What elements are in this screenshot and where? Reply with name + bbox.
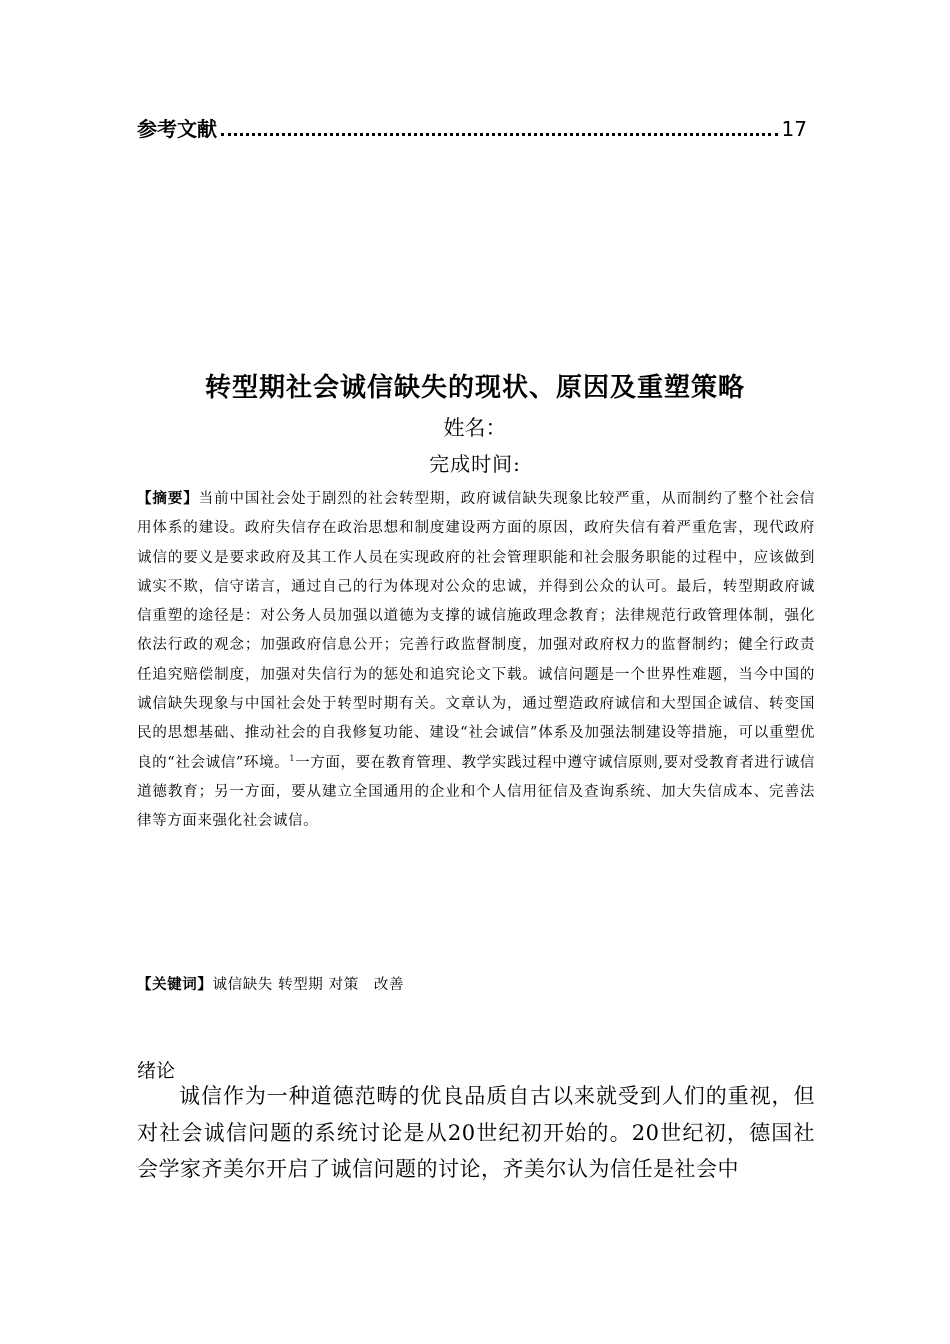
footnote-marker[interactable]: 1 [289,753,296,763]
introduction-paragraph: 诚信作为一种道德范畴的优良品质自古以来就受到人们的重视，但对社会诚信问题的系统讨论是从20世纪初开始的。20世纪初，德国社会学家齐美尔开启了诚信问题的讨论，齐美尔认为信任是社会中 [137,1084,815,1181]
toc-entry-references[interactable] [137,113,807,143]
completion-time-label: 完成时间: [429,452,521,476]
paper-title: 转型期社会诚信缺失的现状、原因及重塑策略 [204,373,745,403]
section-heading-introduction: 绪论 [137,1060,176,1082]
toc-page-number: 17 [781,117,807,141]
author-line [0,412,950,442]
keywords-line [137,970,815,1000]
abstract-tag: 【摘要】 [137,490,199,507]
keywords-text: 诚信缺失 转型期 对策 改善 [212,977,405,993]
completion-time-line [0,448,950,477]
abstract-text-part1: 当前中国社会处于剧烈的社会转型期，政府诚信缺失现象比较严重，从而制约了整个社会信用体系的建设。政府失信存在政治思想和制度建设两方面的原因，政府失信有着严重危害，现代政府诚信的要义是要求政府及其工作人员在实现政府的社会管理职能和社会服务职能的过程中，应该做到诚实不欺，信守诺言，通过自己的行为体现对公众的忠诚，并得到公众的认可。最后，转型期政府诚信重塑的途径是：对公务人员加强以道德为支撑的诚信施政理念教育；法律规范行政管理体制，强化依法行政的观念；加强政府信息公开；完善行政监督制度，加强对政府权力的监督制约；健全行政责任追究赔偿制度，加强对失信行为的惩处和追究论文下载。诚信问题是一个世界性难题，当今中国的诚信缺失现象与中国社会处于转型时期有关。文章认为，通过塑造政府诚信和大型国企诚信、转变国民的思想基础、推动社会的自我修复功能、建设“社会诚信”体系及加强法制建设等措施，可以重塑优良的“社会诚信”环境。 [137,491,815,771]
author-label: 姓名： [443,416,507,440]
abstract-paragraph [137,484,815,837]
toc-leader-dots [221,133,778,136]
abstract-text-part2: 一方面，要在教育管理、教学实践过程中遵守诚信原则,要对受教育者进行诚信道德教育；另一方面，要从建立全国通用的企业和个人信用征信及查询系统、加大失信成本、完善法律等方面来强化社会诚信。 [137,754,815,830]
keywords-tag: 【关键词】 [137,976,213,993]
toc-entry-label: 参考文献 [137,117,217,141]
